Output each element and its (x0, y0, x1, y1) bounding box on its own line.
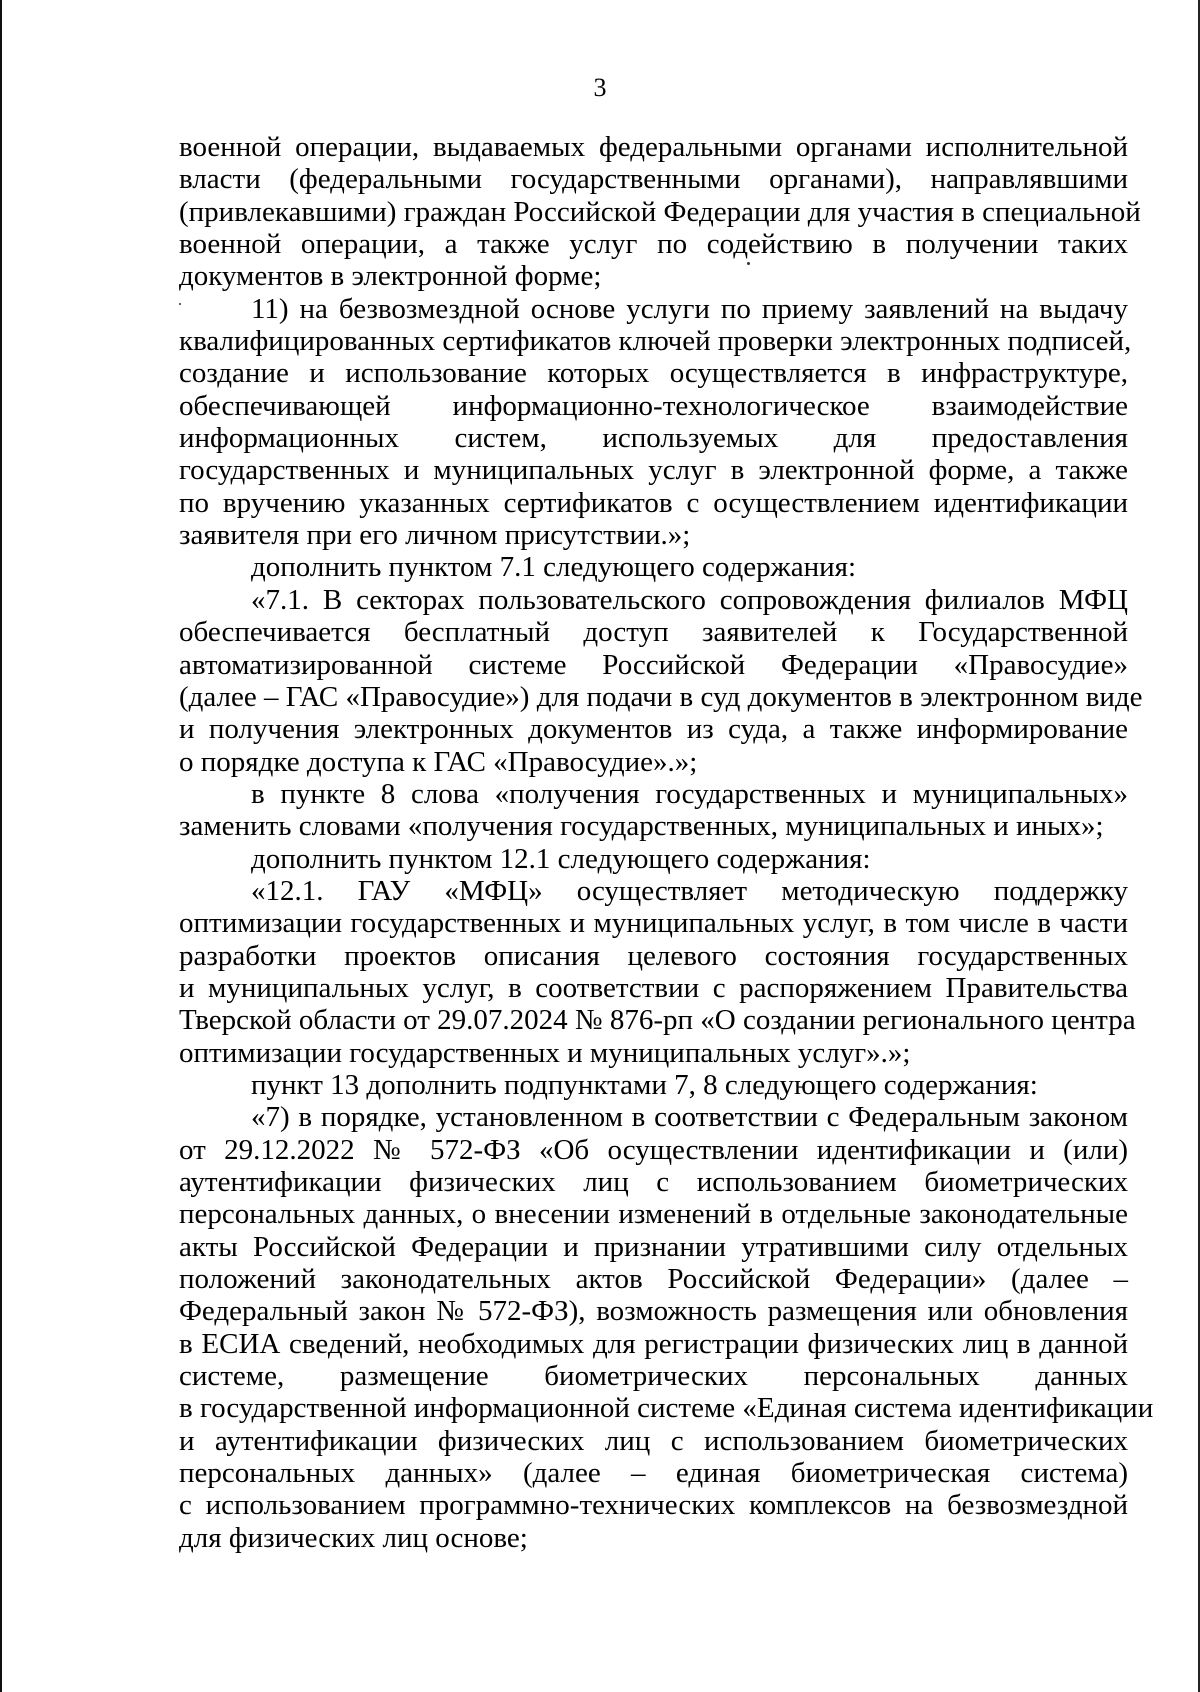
text-line: заменить словами «получения государственных, муниципальных и иных»; (179, 810, 1104, 843)
text-line: власти (федеральными государственными органами), направлявшими (179, 163, 1128, 196)
scan-speck (179, 303, 181, 305)
text-line: военной операции, выдаваемых федеральными органами исполнительной (179, 131, 1128, 163)
text-line: Федеральный закон № 572-ФЗ), возможность размещения или обновления (179, 1295, 1128, 1328)
page-number: 3 (593, 73, 607, 102)
text-line: создание и использование которых осуществляется в инфраструктуре, (179, 357, 1128, 390)
text-line: и аутентификации физических лиц с использованием биометрических (179, 1424, 1128, 1457)
text-line: персональных данных, о внесении изменений в отдельные законодательные (179, 1198, 1128, 1231)
text-line: с использованием программно-технических комплексов на безвозмездной (179, 1489, 1128, 1522)
text-line: заявителя при его личном присутствии.»; (179, 519, 691, 552)
text-line: «7.1. В секторах пользовательского сопровождения филиалов МФЦ (251, 583, 1128, 616)
text-line: обеспечивающей информационно-технологическое взаимодействие (179, 389, 1128, 422)
text-line: (далее – ГАС «Правосудие») для подачи в суд документов в электронном виде (179, 680, 1143, 713)
text-line: обеспечивается бесплатный доступ заявителей к Государственной (179, 616, 1128, 649)
text-line: аутентификации физических лиц с использованием биометрических (179, 1166, 1128, 1198)
text-line: военной операции, а также услуг по содействию в получении таких (179, 228, 1128, 261)
text-line: от 29.12.2022 № 572-ФЗ «Об осуществлении идентификации и (или) (179, 1133, 1128, 1166)
text-line: «12.1. ГАУ «МФЦ» осуществляет методическую поддержку (251, 874, 1128, 907)
text-line: о порядке доступа к ГАС «Правосудие».»; (179, 745, 698, 778)
text-line: положений законодательных актов Российской Федерации» (далее – (179, 1263, 1128, 1296)
text-line: дополнить пунктом 7.1 следующего содержания: (251, 551, 857, 584)
text-line: в государственной информационной системе «Единая система идентификации (179, 1392, 1154, 1425)
scan-edge-left (0, 0, 2, 1692)
text-line: для физических лиц основе; (179, 1521, 528, 1554)
text-line: оптимизации государственных и муниципальных услуг».»; (179, 1036, 911, 1069)
text-line: разработки проектов описания целевого состояния государственных (179, 939, 1128, 972)
text-line: акты Российской Федерации и признании утратившими силу отдельных (179, 1230, 1128, 1263)
text-line: пункт 13 дополнить подпунктами 7, 8 следующего содержания: (251, 1068, 1038, 1101)
text-line: (привлекавшими) граждан Российской Федерации для участия в специальной (179, 195, 1141, 228)
text-line: квалифицированных сертификатов ключей проверки электронных подписей, (179, 325, 1132, 358)
text-line: и получения электронных документов из суда, а также информирование (179, 713, 1128, 746)
text-line: и муниципальных услуг, в соответствии с распоряжением Правительства (179, 971, 1128, 1004)
scan-speck (747, 262, 750, 265)
text-line: по вручению указанных сертификатов с осуществлением идентификации (179, 486, 1128, 519)
text-line: персональных данных» (далее – единая биометрическая система) (179, 1457, 1128, 1490)
text-line: государственных и муниципальных услуг в электронной форме, а также (179, 454, 1128, 487)
text-line: дополнить пунктом 12.1 следующего содержания: (251, 842, 871, 875)
text-line: автоматизированной системе Российской Федерации «Правосудие» (179, 648, 1128, 681)
text-line: 11) на безвозмездной основе услуги по приему заявлений на выдачу (251, 292, 1128, 325)
text-line: оптимизации государственных и муниципальных услуг, в том числе в части (179, 907, 1128, 940)
text-line: Тверской области от 29.07.2024 № 876-рп «О создании регионального центра (179, 1004, 1136, 1037)
text-line: в пункте 8 слова «получения государственных и муниципальных» (251, 777, 1128, 810)
text-line: системе, размещение биометрических персональных данных (179, 1360, 1128, 1393)
text-line: информационных систем, используемых для предоставления (179, 422, 1128, 455)
text-line: в ЕСИА сведений, необходимых для регистрации физических лиц в данной (179, 1327, 1128, 1360)
document-body (179, 131, 1154, 1554)
text-line: документов в электронной форме; (179, 260, 602, 293)
text-line: «7) в порядке, установленном в соответствии с Федеральным законом (251, 1101, 1128, 1134)
